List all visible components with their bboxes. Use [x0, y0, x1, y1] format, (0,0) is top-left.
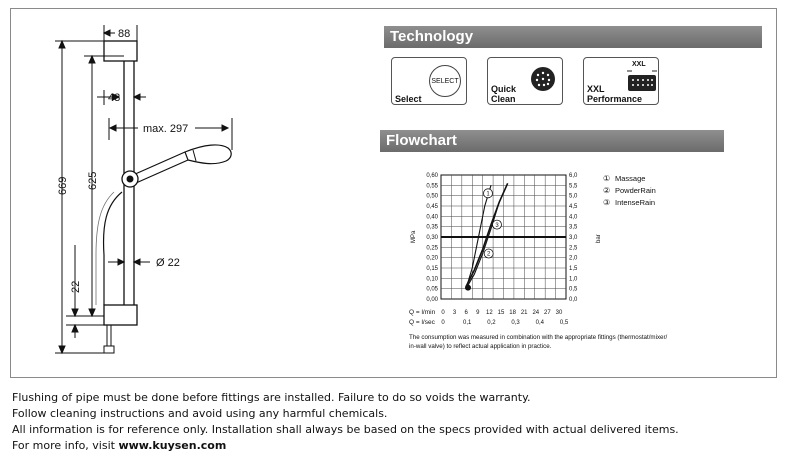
series-marker-label: 1	[486, 191, 490, 198]
flowchart-note-line2: in-wall valve) to reflect actual application in practice.	[409, 343, 552, 350]
y-tick-left: 0,60	[426, 173, 438, 179]
x-tick-lmin: 12	[486, 310, 493, 316]
xxl-label-line1: XXL	[587, 84, 605, 94]
dim-reach: max. 297	[143, 123, 189, 135]
flowchart-legend	[603, 174, 656, 207]
x-tick-lsec: 0,5	[559, 320, 569, 326]
dim-bottom-offset: 22	[70, 280, 82, 293]
y-tick-left: 0,00	[426, 297, 438, 303]
y-tick-right: 4,5	[569, 204, 578, 210]
legend-text-intenserain: IntenseRain	[615, 198, 656, 207]
x-tick-lmin: 6	[464, 310, 468, 316]
x-tick-lsec: 0,4	[535, 320, 544, 326]
y-tick-left: 0,45	[426, 204, 438, 210]
footnote-reference: All information is for reference only. Installation shall always be based on the specs provided with actual delivered items.	[12, 423, 679, 436]
y-tick-left: 0,10	[426, 276, 438, 283]
y-tick-left: 0,40	[426, 214, 438, 221]
row-label-lsec: Q = l/sec	[409, 319, 435, 326]
dim-width-top: 88	[118, 28, 131, 40]
row-label-lmin: Q = l/min	[409, 309, 436, 316]
x-tick-lmin: 30	[555, 310, 563, 316]
x-tick-lmin: 0	[441, 310, 445, 316]
y-tick-right: 2,0	[569, 255, 578, 262]
flowchart-header: Flowchart	[380, 130, 724, 152]
y-tick-left: 0,20	[426, 255, 438, 262]
y-tick-right: 4,0	[569, 214, 578, 221]
y-tick-left: 0,50	[426, 193, 438, 200]
y-tick-right: 0,5	[569, 286, 578, 293]
xxl-label-line2: Performance	[587, 94, 643, 104]
x-tick-lsec: 0,2	[487, 320, 496, 326]
x-tick-lmin: 27	[544, 310, 551, 316]
curve-origin-dot	[465, 285, 471, 291]
x-tick-lmin: 24	[532, 310, 540, 316]
x-tick-lsec: 0,1	[463, 320, 472, 326]
y-tick-left: 0,25	[426, 245, 438, 252]
xxl-badge: XXL	[632, 61, 646, 68]
dim-pipe-diameter: Ø 22	[156, 257, 180, 269]
quick-clean-label-line2: Clean	[491, 94, 516, 104]
footnote-flushing: Flushing of pipe must be done before fittings are installed. Failure to do so voids the warranty.	[12, 391, 531, 404]
y-tick-right: 3,0	[569, 235, 578, 241]
legend-marker-powderrain: ②	[603, 186, 611, 195]
footnote-more-info	[12, 438, 679, 454]
dim-height-total: 669	[57, 176, 69, 195]
x-tick-lsec: 0	[441, 320, 445, 326]
legend-text-massage: Massage	[615, 174, 646, 183]
x-tick-lmin: 21	[520, 310, 528, 316]
series-marker-label: 2	[486, 251, 491, 258]
y-unit-right: bar	[596, 234, 602, 243]
y-tick-right: 2,5	[569, 245, 578, 252]
y-tick-right: 5,0	[569, 193, 578, 200]
x-tick-lmin: 3	[452, 310, 457, 316]
y-tick-right: 0,0	[569, 297, 578, 303]
website-link[interactable]: www.kuysen.com	[118, 439, 227, 452]
select-badge-icon: SELECT	[429, 65, 461, 97]
x-tick-lmin: 9	[476, 310, 480, 316]
series-marker-label: 3	[495, 222, 499, 229]
flowchart-note-line1: The consumption was measured in combination with the appropriate fittings (thermostat/mixer/	[409, 334, 668, 341]
footnote-cleaning: Follow cleaning instructions and avoid using any harmful chemicals.	[12, 407, 388, 420]
x-tick-lmin: 18	[509, 310, 516, 316]
y-tick-right: 1,5	[569, 266, 578, 272]
y-tick-left: 0,30	[426, 235, 438, 241]
y-tick-right: 3,5	[569, 224, 578, 231]
footnotes	[12, 390, 679, 454]
legend-marker-intenserain: ③	[603, 198, 611, 207]
footnote-more-info-prefix: For more info, visit	[12, 439, 119, 452]
x-tick-lsec: 0,3	[511, 320, 520, 326]
y-tick-left: 0,35	[426, 224, 438, 231]
legend-marker-massage: ①	[603, 174, 611, 183]
y-tick-right: 1,0	[569, 276, 578, 283]
y-tick-left: 0,05	[426, 286, 438, 293]
dim-height-bar: 625	[87, 171, 99, 190]
y-tick-right: 6,0	[569, 173, 578, 179]
y-tick-left: 0,15	[426, 266, 438, 272]
dim-width-offset: 43	[108, 92, 121, 104]
quick-clean-label-line1: Quick	[491, 84, 517, 94]
technology-header: Technology	[384, 26, 762, 48]
select-label: Select	[395, 94, 422, 104]
y-tick-right: 5,5	[569, 183, 578, 190]
x-tick-lmin: 15	[497, 310, 505, 316]
legend-text-powderrain: PowderRain	[615, 186, 656, 195]
y-tick-left: 0,55	[426, 183, 438, 190]
y-unit-left: MPa	[411, 230, 417, 243]
